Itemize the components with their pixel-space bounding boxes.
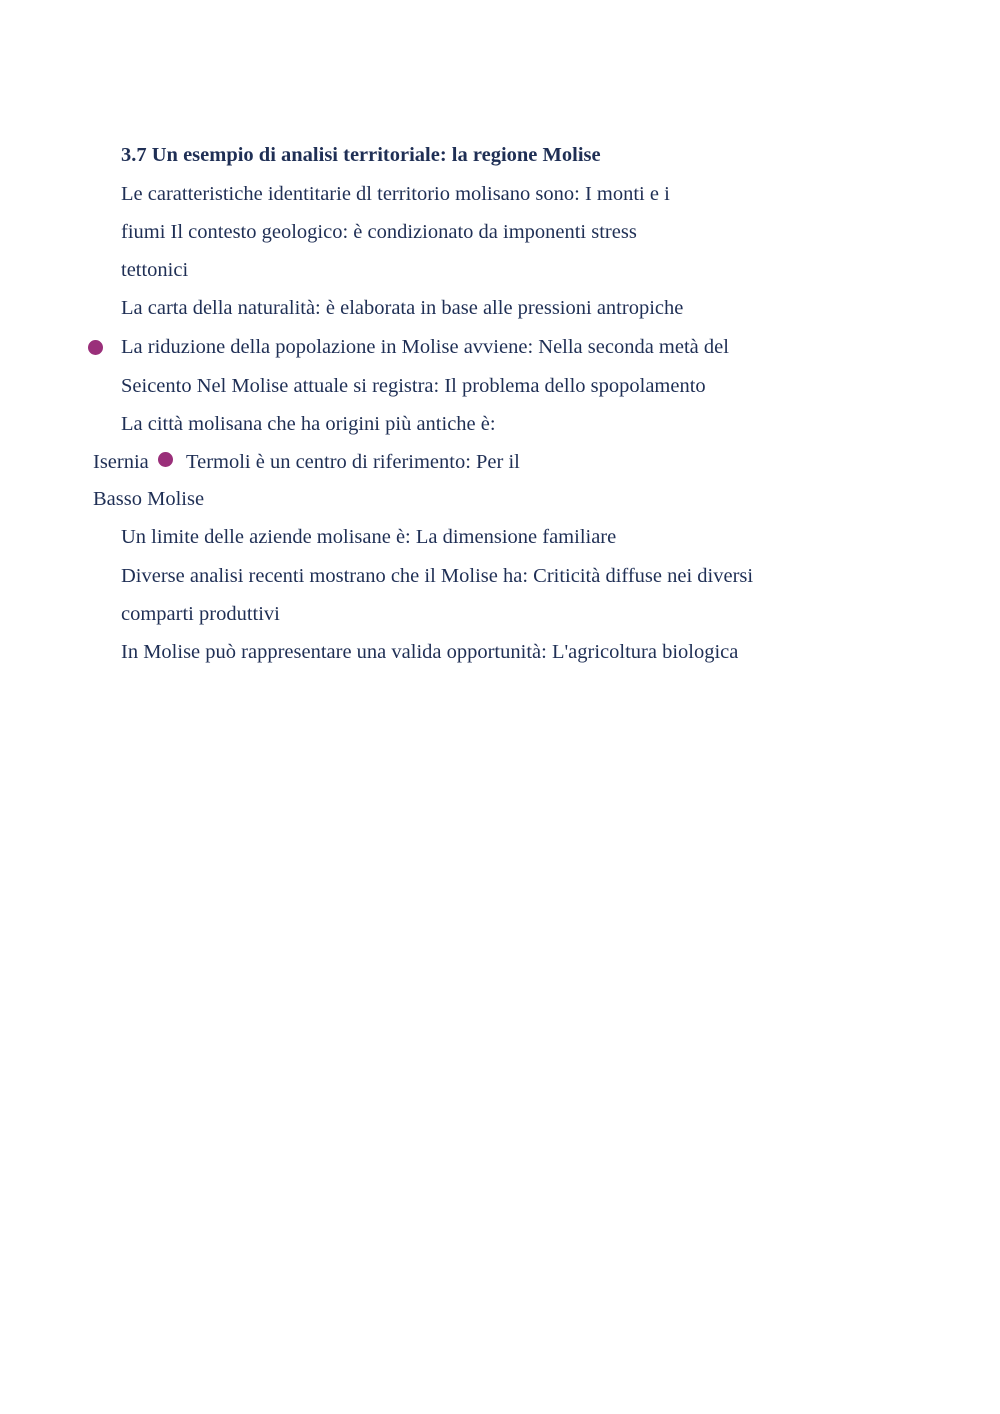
section-heading: 3.7 Un esempio di analisi territoriale: la regione Molise xyxy=(121,144,601,166)
text-line: fiumi Il contesto geologico: è condizionato da imponenti stress xyxy=(121,221,637,243)
text-line: La riduzione della popolazione in Molise avviene: Nella seconda metà del xyxy=(121,336,729,358)
text-line: La carta della naturalità: è elaborata in base alle pressioni antropiche xyxy=(121,297,684,319)
text-line: Un limite delle aziende molisane è: La dimensione familiare xyxy=(121,526,617,548)
text-line: Termoli è un centro di riferimento: Per il xyxy=(186,451,520,473)
text-line: Le caratteristiche identitarie dl territorio molisano sono: I monti e i xyxy=(121,183,670,205)
text-line: Diverse analisi recenti mostrano che il Molise ha: Criticità diffuse nei diversi xyxy=(121,565,754,587)
text-line: La città molisana che ha origini più antiche è: xyxy=(121,413,496,435)
text-line: Seicento Nel Molise attuale si registra: Il problema dello spopolamento xyxy=(121,375,706,397)
text-line: Basso Molise xyxy=(93,488,205,510)
text-line: Isernia xyxy=(93,451,149,473)
bullet-icon xyxy=(88,340,103,355)
text-line: comparti produttivi xyxy=(121,603,280,625)
text-line: tettonici xyxy=(121,259,189,281)
text-line: In Molise può rappresentare una valida opportunità: L'agricoltura biologica xyxy=(121,641,739,663)
bullet-icon xyxy=(158,452,173,467)
